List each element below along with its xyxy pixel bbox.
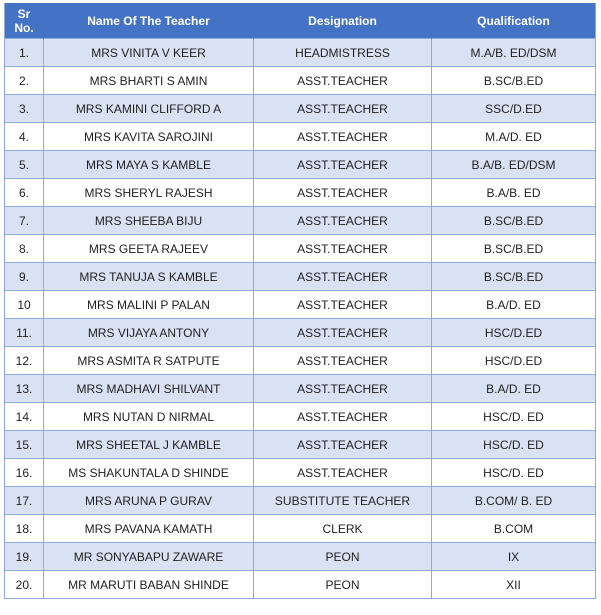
header-qualification: Qualification bbox=[432, 3, 596, 39]
teacher-name-cell: MRS SHEEBA BIJU bbox=[44, 207, 254, 235]
header-designation: Designation bbox=[254, 3, 432, 39]
teacher-name-cell: MRS PAVANA KAMATH bbox=[44, 515, 254, 543]
teacher-name-cell: MRS MALINI P PALAN bbox=[44, 291, 254, 319]
qualification-cell: XII bbox=[432, 571, 596, 599]
table-row bbox=[5, 291, 596, 319]
designation-cell: ASST.TEACHER bbox=[254, 263, 432, 291]
teacher-name-cell: MRS MAYA S KAMBLE bbox=[44, 151, 254, 179]
designation-cell: ASST.TEACHER bbox=[254, 67, 432, 95]
qualification-cell: B.SC/B.ED bbox=[432, 263, 596, 291]
table-row bbox=[5, 263, 596, 291]
designation-cell: PEON bbox=[254, 571, 432, 599]
designation-cell: CLERK bbox=[254, 515, 432, 543]
table-row bbox=[5, 207, 596, 235]
designation-cell: ASST.TEACHER bbox=[254, 375, 432, 403]
qualification-cell: M.A/D. ED bbox=[432, 123, 596, 151]
table-row bbox=[5, 431, 596, 459]
sr-no-cell: 16. bbox=[5, 459, 44, 487]
table-row bbox=[5, 403, 596, 431]
table-row bbox=[5, 67, 596, 95]
teacher-name-cell: MR MARUTI BABAN SHINDE bbox=[44, 571, 254, 599]
qualification-cell: SSC/D.ED bbox=[432, 95, 596, 123]
designation-cell: ASST.TEACHER bbox=[254, 403, 432, 431]
teacher-name-cell: MR SONYABAPU ZAWARE bbox=[44, 543, 254, 571]
table-row bbox=[5, 235, 596, 263]
designation-cell: PEON bbox=[254, 543, 432, 571]
table-row bbox=[5, 151, 596, 179]
teacher-name-cell: MRS TANUJA S KAMBLE bbox=[44, 263, 254, 291]
teacher-name-cell: MRS KAMINI CLIFFORD A bbox=[44, 95, 254, 123]
sr-no-cell: 10 bbox=[5, 291, 44, 319]
qualification-cell: HSC/D.ED bbox=[432, 319, 596, 347]
designation-cell: ASST.TEACHER bbox=[254, 291, 432, 319]
staff-table bbox=[4, 3, 596, 599]
table-row bbox=[5, 515, 596, 543]
table-row bbox=[5, 543, 596, 571]
designation-cell: ASST.TEACHER bbox=[254, 207, 432, 235]
sr-no-cell: 20. bbox=[5, 571, 44, 599]
table-row bbox=[5, 459, 596, 487]
table-row bbox=[5, 95, 596, 123]
qualification-cell: IX bbox=[432, 543, 596, 571]
sr-no-cell: 2. bbox=[5, 67, 44, 95]
sr-no-cell: 8. bbox=[5, 235, 44, 263]
teacher-name-cell: MRS KAVITA SAROJINI bbox=[44, 123, 254, 151]
teacher-name-cell: MRS ASMITA R SATPUTE bbox=[44, 347, 254, 375]
teacher-name-cell: MRS ARUNA P GURAV bbox=[44, 487, 254, 515]
teacher-name-cell: MRS VINITA V KEER bbox=[44, 39, 254, 67]
teacher-name-cell: MS SHAKUNTALA D SHINDE bbox=[44, 459, 254, 487]
designation-cell: ASST.TEACHER bbox=[254, 319, 432, 347]
sr-no-cell: 6. bbox=[5, 179, 44, 207]
qualification-cell: HSC/D. ED bbox=[432, 431, 596, 459]
qualification-cell: HSC/D. ED bbox=[432, 459, 596, 487]
sr-no-cell: 5. bbox=[5, 151, 44, 179]
table-body bbox=[5, 39, 596, 599]
sr-no-cell: 14. bbox=[5, 403, 44, 431]
teacher-name-cell: MRS SHEETAL J KAMBLE bbox=[44, 431, 254, 459]
table-row bbox=[5, 39, 596, 67]
header-sr-no: Sr No. bbox=[5, 3, 44, 39]
qualification-cell: B.A/D. ED bbox=[432, 375, 596, 403]
header-teacher-name: Name Of The Teacher bbox=[44, 3, 254, 39]
teacher-name-cell: MRS NUTAN D NIRMAL bbox=[44, 403, 254, 431]
table-row bbox=[5, 571, 596, 599]
sr-no-cell: 19. bbox=[5, 543, 44, 571]
teacher-name-cell: MRS VIJAYA ANTONY bbox=[44, 319, 254, 347]
sr-no-cell: 15. bbox=[5, 431, 44, 459]
designation-cell: ASST.TEACHER bbox=[254, 459, 432, 487]
qualification-cell: B.SC/B.ED bbox=[432, 207, 596, 235]
teacher-name-cell: MRS BHARTI S AMIN bbox=[44, 67, 254, 95]
header-row bbox=[5, 3, 596, 39]
qualification-cell: B.SC/B.ED bbox=[432, 67, 596, 95]
qualification-cell: B.SC/B.ED bbox=[432, 235, 596, 263]
teacher-name-cell: MRS GEETA RAJEEV bbox=[44, 235, 254, 263]
table-row bbox=[5, 179, 596, 207]
sr-no-cell: 9. bbox=[5, 263, 44, 291]
sr-no-cell: 12. bbox=[5, 347, 44, 375]
designation-cell: ASST.TEACHER bbox=[254, 179, 432, 207]
sr-no-cell: 11. bbox=[5, 319, 44, 347]
designation-cell: ASST.TEACHER bbox=[254, 123, 432, 151]
table-row bbox=[5, 319, 596, 347]
sr-no-cell: 13. bbox=[5, 375, 44, 403]
designation-cell: ASST.TEACHER bbox=[254, 151, 432, 179]
table-row bbox=[5, 347, 596, 375]
qualification-cell: HSC/D.ED bbox=[432, 347, 596, 375]
teacher-name-cell: MRS SHERYL RAJESH bbox=[44, 179, 254, 207]
designation-cell: ASST.TEACHER bbox=[254, 347, 432, 375]
designation-cell: SUBSTITUTE TEACHER bbox=[254, 487, 432, 515]
qualification-cell: B.COM/ B. ED bbox=[432, 487, 596, 515]
sr-no-cell: 18. bbox=[5, 515, 44, 543]
sr-no-cell: 3. bbox=[5, 95, 44, 123]
designation-cell: HEADMISTRESS bbox=[254, 39, 432, 67]
qualification-cell: HSC/D. ED bbox=[432, 403, 596, 431]
table-row bbox=[5, 375, 596, 403]
table-row bbox=[5, 487, 596, 515]
sr-no-cell: 4. bbox=[5, 123, 44, 151]
sr-no-cell: 17. bbox=[5, 487, 44, 515]
designation-cell: ASST.TEACHER bbox=[254, 235, 432, 263]
designation-cell: ASST.TEACHER bbox=[254, 95, 432, 123]
sr-no-cell: 1. bbox=[5, 39, 44, 67]
table-row bbox=[5, 123, 596, 151]
teacher-name-cell: MRS MADHAVI SHILVANT bbox=[44, 375, 254, 403]
qualification-cell: B.A/D. ED bbox=[432, 291, 596, 319]
designation-cell: ASST.TEACHER bbox=[254, 431, 432, 459]
qualification-cell: B.A/B. ED/DSM bbox=[432, 151, 596, 179]
qualification-cell: B.COM bbox=[432, 515, 596, 543]
qualification-cell: M.A/B. ED/DSM bbox=[432, 39, 596, 67]
qualification-cell: B.A/B. ED bbox=[432, 179, 596, 207]
sr-no-cell: 7. bbox=[5, 207, 44, 235]
